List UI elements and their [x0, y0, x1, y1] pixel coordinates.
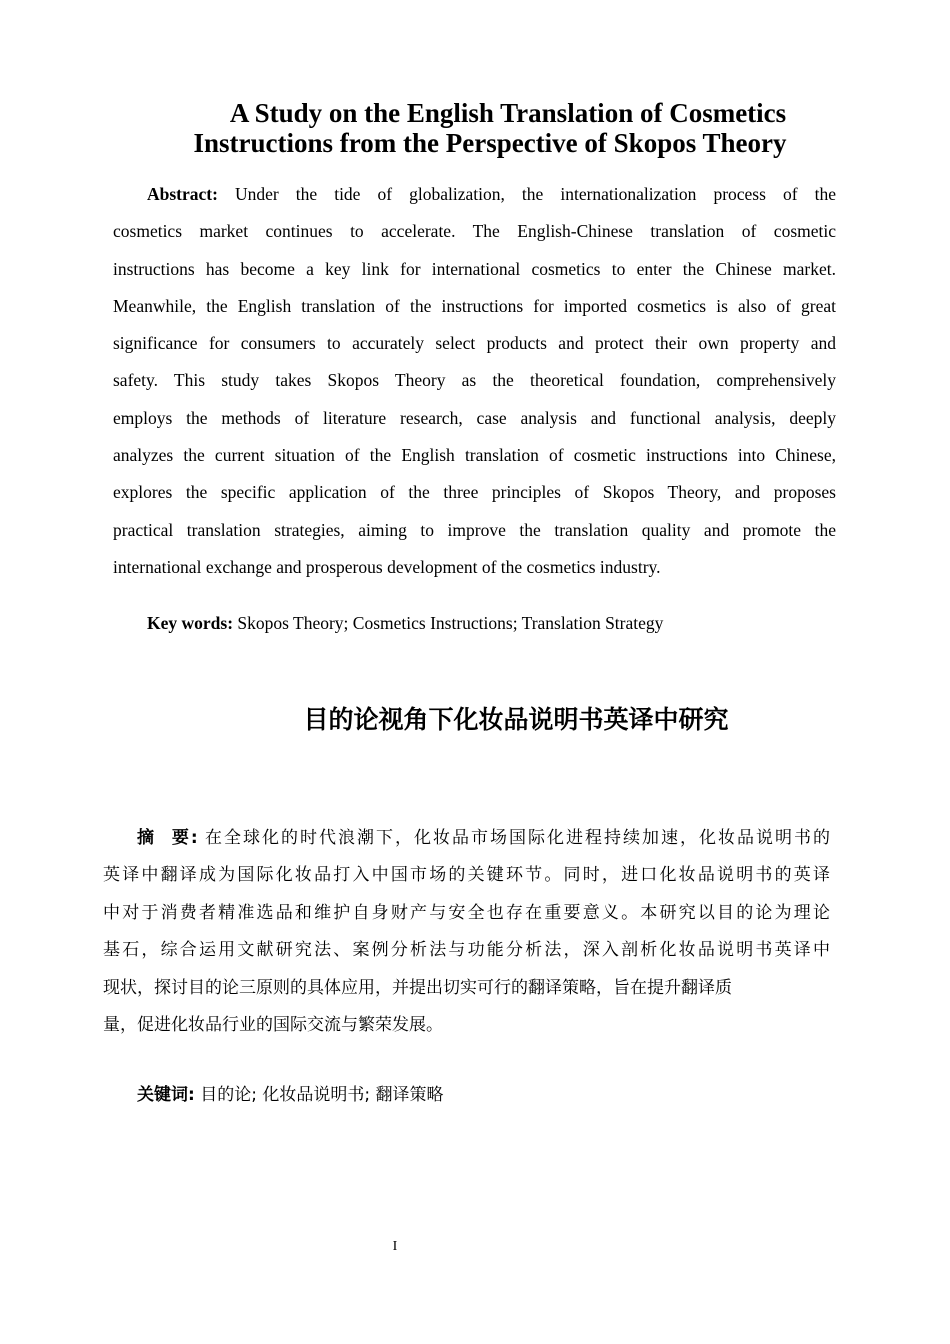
page-number: I	[392, 1239, 398, 1254]
abstract-zh-line: 英译中翻译成为国际化妆品打入中国市场的关键环节。同时，进口化妆品说明书的英译	[103, 865, 830, 886]
abstract-en-label: Abstract:	[147, 184, 218, 204]
abstract-en-line: explores the specific application of the three principles of Skopos Theory, and proposes	[113, 482, 836, 503]
paper-title-zh: 目的论视角下化妆品说明书英译中研究	[303, 705, 729, 734]
abstract-en-line: cosmetics market continues to accelerate. The English-Chinese translation of cosmetic	[113, 221, 836, 242]
keywords-en	[147, 610, 663, 636]
keywords-zh-text: 目的论; 化妆品说明书; 翻译策略	[194, 1085, 444, 1105]
abstract-en-line: practical translation strategies, aiming to improve the translation quality and promote the	[113, 519, 836, 540]
abstract-en-line: safety. This study takes Skopos Theory as the theoretical foundation, comprehensively	[113, 370, 836, 391]
abstract-zh-line: 现状，探讨目的论三原则的具体应用，并提出切实可行的翻译策略，旨在提升翻译质	[103, 977, 732, 998]
abstract-en-line: Abstract: Under the tide of globalization, the internationalization process of the	[147, 184, 836, 204]
abstract-en-line: instructions has become a key link for international cosmetics to enter the Chinese market.	[113, 258, 836, 279]
keywords-zh	[137, 1082, 443, 1108]
abstract-zh-line: 量，促进化妆品行业的国际交流与繁荣发展。	[103, 1014, 443, 1035]
keywords-zh-label: 关键词:	[137, 1085, 195, 1105]
abstract-en	[113, 176, 836, 586]
abstract-zh-line: 基石，综合运用文献研究法、案例分析法与功能分析法，深入剖析化妆品说明书英译中	[103, 940, 830, 961]
title-line-1: A Study on the English Translation of Cosmetics	[229, 98, 787, 128]
abstract-en-line: Meanwhile, the English translation of the instructions for imported cosmetics is also of great	[113, 295, 836, 316]
abstract-zh-label: 摘 要:	[137, 828, 198, 848]
abstract-en-line: international exchange and prosperous development of the cosmetics industry.	[113, 556, 661, 577]
title-line-2: Instructions from the Perspective of Skopos Theory	[193, 128, 787, 158]
abstract-zh-line: 中对于消费者精准选品和维护自身财产与安全也存在重要意义。本研究以目的论为理论	[103, 902, 830, 923]
keywords-en-text: Skopos Theory; Cosmetics Instructions; Translation Strategy	[233, 613, 664, 633]
abstract-en-line: analyzes the current situation of the English translation of cosmetic instructions into Chinese,	[113, 445, 836, 466]
keywords-en-label: Key words:	[147, 613, 234, 633]
abstract-zh-line: 摘 要: 在全球化的时代浪潮下，化妆品市场国际化进程持续加速，化妆品说明书的	[137, 828, 831, 848]
abstract-en-line: significance for consumers to accurately select products and protect their own property and	[113, 333, 836, 354]
paper-title-en	[100, 98, 880, 158]
abstract-zh	[103, 820, 830, 1044]
abstract-en-line: employs the methods of literature research, case analysis and functional analysis, deeply	[113, 407, 836, 428]
